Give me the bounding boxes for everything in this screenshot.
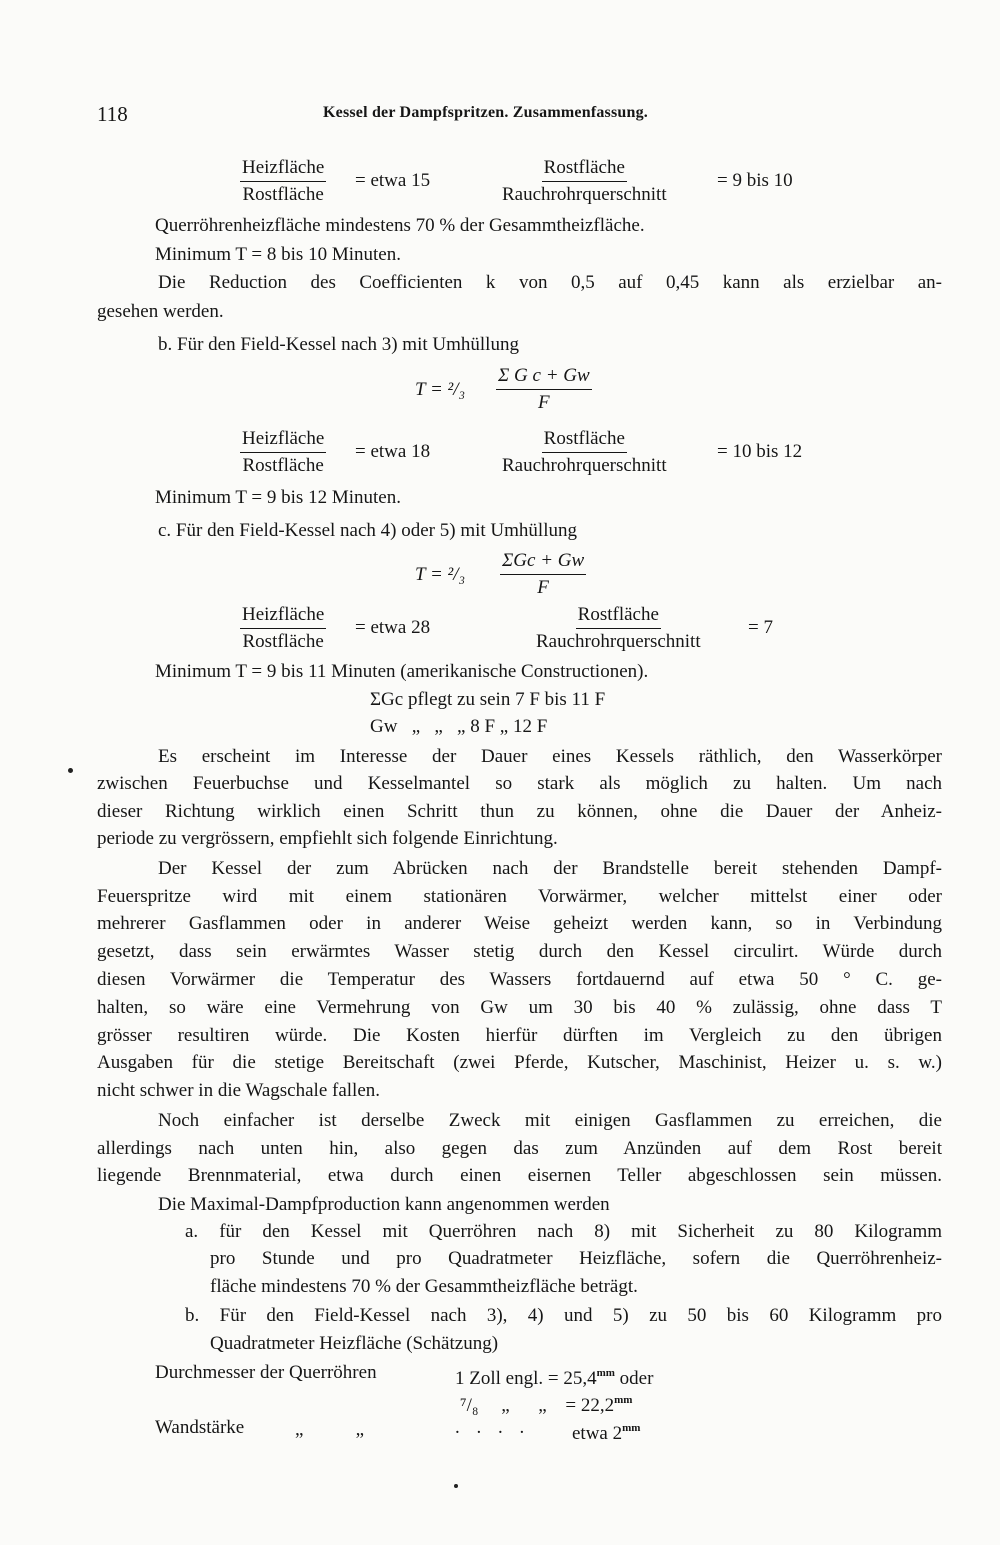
ratio-denominator: Rostfläche [242, 184, 324, 205]
page-number: 118 [97, 102, 128, 126]
formula-lhs: T = ²/₃ [415, 379, 466, 400]
ratio-heiz-rost-b [240, 427, 326, 478]
text-line: Gw „ „ „ 8 F „ 12 F [370, 716, 548, 737]
ratio-numerator: Heizfläche [240, 156, 326, 182]
ratio-denominator: Rostfläche [242, 631, 324, 652]
ratio-value: = 10 bis 12 [717, 441, 803, 462]
ratio-value: = etwa 18 [355, 441, 431, 462]
ratio-denominator: Rauchrohrquerschnitt [536, 631, 701, 652]
ratio-numerator: Heizfläche [240, 603, 326, 629]
paragraph-line: Noch einfacher ist derselbe Zweck mit einigen Gasflammen zu erreichen, die [158, 1110, 942, 1131]
paragraph-line: mehrerer Gasflammen oder in anderer Weise geheizt werden kann, so in Verbindung [97, 913, 942, 934]
ratio-heiz-rost-c [240, 603, 326, 654]
list-item-b: b. Für den Field-Kessel nach 3), 4) und 5) zu 50 bis 60 Kilogramm pro [185, 1305, 942, 1326]
running-head: Kessel der Dampfspritzen. Zusammenfassung. [323, 104, 649, 121]
ratio-denominator: Rauchrohrquerschnitt [502, 455, 667, 476]
list-item-a-cont: fläche mindestens 70 % der Gesammtheizfläche beträgt. [210, 1276, 638, 1297]
ratio-numerator: Rostfläche [542, 156, 627, 182]
ratio-numerator: Rostfläche [542, 427, 627, 453]
wall-thickness-value [572, 1415, 640, 1447]
ratio-value: = etwa 15 [355, 170, 431, 191]
ditto-marks: „ „ [295, 1419, 365, 1440]
diameter-fraction: ⁷/₈ [460, 1395, 479, 1416]
paragraph-line: grösser resultiren würde. Die Kosten hierfür dürften im Vergleich zu den übrigen [97, 1025, 942, 1046]
paragraph-line: periode zu vergrössern, empfiehlt sich folgende Einrichtung. [97, 828, 558, 849]
unit-mm: mm [622, 1422, 641, 1434]
list-item-a-cont: pro Stunde und pro Quadratmeter Heizfläche, sofern die Querröhrenheiz- [210, 1248, 942, 1269]
unit-mm: mm [614, 1394, 633, 1406]
formula-denominator: F [538, 392, 550, 413]
paragraph-line: dieser Richtung wirklich einen Schritt thun zu können, ohne die Dauer der Anheiz- [97, 801, 942, 822]
wall-thickness-label: Wandstärke [155, 1417, 245, 1438]
formula-fraction [500, 549, 586, 600]
text-line: Querröhrenheizfläche mindestens 70 % der Gesammtheizfläche. [155, 215, 645, 236]
ratio-rost-rauch-a [500, 156, 669, 207]
list-item-a: a. für den Kessel mit Querröhren nach 8) mit Sicherheit zu 80 Kilogramm [185, 1221, 942, 1242]
paragraph-line: halten, so wäre eine Vermehrung von Gw um 30 bis 40 % zulässig, ohne dass T [97, 997, 942, 1018]
diameter-tail: oder [619, 1368, 654, 1389]
diameter-value-1: 1 Zoll engl. = 25,4 [455, 1368, 597, 1389]
text-line: Minimum T = 9 bis 11 Minuten (amerikanische Constructionen). [155, 661, 649, 682]
page-header [97, 102, 797, 132]
unit-mm: mm [596, 1367, 615, 1379]
section-heading-b: b. Für den Field-Kessel nach 3) mit Umhüllung [158, 334, 519, 355]
formula-fraction [496, 364, 592, 415]
wall-value: etwa 2 [572, 1423, 623, 1444]
ratio-numerator: Rostfläche [576, 603, 661, 629]
formula-numerator: Σ G c + Gw [496, 364, 592, 390]
formula-lhs: T = ²/₃ [415, 564, 466, 585]
formula-denominator: F [537, 577, 549, 598]
scan-speck [454, 1484, 458, 1488]
ratio-value: = 7 [748, 617, 773, 638]
paragraph-line: allerdings nach unten hin, also gegen das zum Anzünden auf dem Rost bereit [97, 1138, 942, 1159]
paragraph-line: Es erscheint im Interesse der Dauer eines Kessels räthlich, den Wasserkörper [158, 746, 942, 767]
ratio-heiz-rost-a [240, 156, 326, 207]
text-line: Die Reduction des Coefficienten k von 0,5 auf 0,45 kann als erzielbar an- [158, 272, 942, 293]
paragraph-line: gesetzt, dass sein erwärmtes Wasser stetig durch den Kessel circulirt. Würde durch [97, 941, 942, 962]
leader-dots: . . . . [455, 1417, 531, 1438]
paragraph-line: Ausgaben für die stetige Bereitschaft (zwei Pferde, Kutscher, Maschinist, Heizer u. s. w.) [97, 1052, 942, 1073]
paragraph-line: diesen Vorwärmer die Temperatur des Wassers fortdauernd auf etwa 50 ° C. ge- [97, 969, 942, 990]
ratio-value: = 9 bis 10 [717, 170, 793, 191]
ratio-denominator: Rauchrohrquerschnitt [502, 184, 667, 205]
paragraph-line: zwischen Feuerbuchse und Kesselmantel so stark als möglich zu halten. Um nach [97, 773, 942, 794]
text-line: gesehen werden. [97, 301, 224, 322]
paragraph-line: liegende Brennmaterial, etwa durch einen eisernen Teller abgeschlossen sein müssen. [97, 1165, 942, 1186]
paragraph-line: nicht schwer in die Wagschale fallen. [97, 1080, 381, 1101]
paragraph-line: Der Kessel der zum Abrücken nach der Brandstelle bereit stehenden Dampf- [158, 858, 942, 879]
ratio-value: = etwa 28 [355, 617, 431, 638]
formula-numerator: ΣGc + Gw [500, 549, 586, 575]
text-line: Minimum T = 9 bis 12 Minuten. [155, 487, 401, 508]
ratio-rost-rauch-b [500, 427, 669, 478]
ratio-denominator: Rostfläche [242, 455, 324, 476]
paragraph-line: Feuerspritze wird mit einem stationären Vorwärmer, welcher mittelst einer oder [97, 886, 942, 907]
paragraph-line: Die Maximal-Dampfproduction kann angenommen werden [158, 1194, 610, 1215]
text-line: Minimum T = 8 bis 10 Minuten. [155, 244, 401, 265]
ditto-marks: „ „ [501, 1395, 547, 1416]
diameter-label: Durchmesser der Querröhren [155, 1362, 377, 1383]
ratio-rost-rauch-c [534, 603, 703, 654]
text-line: ΣGc pflegt zu sein 7 F bis 11 F [370, 689, 606, 710]
section-heading-c: c. Für den Field-Kessel nach 4) oder 5) mit Umhüllung [158, 520, 577, 541]
scan-speck [68, 768, 73, 773]
list-item-b-cont: Quadratmeter Heizfläche (Schätzung) [210, 1333, 499, 1354]
ratio-numerator: Heizfläche [240, 427, 326, 453]
diameter-value-2: = 22,2 [565, 1395, 615, 1416]
